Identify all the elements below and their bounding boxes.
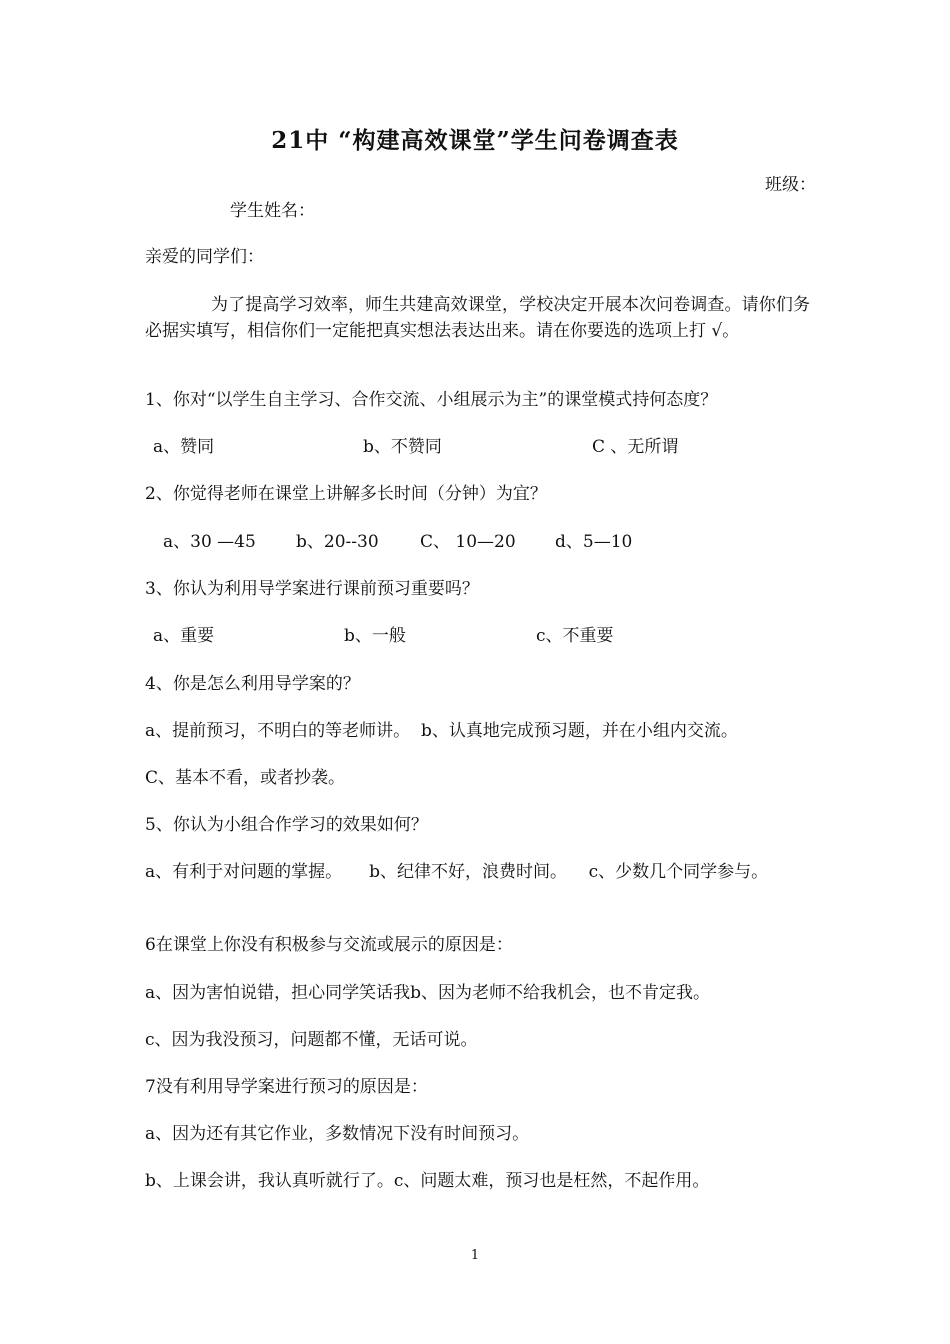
question-4: 4、你是怎么利用导学案的？	[145, 674, 360, 694]
q4-options-line-1[interactable]: a、提前预习，不明白的等老师讲。 b、认真地完成预习题，并在小组内交流。	[145, 721, 738, 741]
student-name-label: 学生姓名：	[230, 201, 315, 221]
page-title: 21中 “构建高效课堂”学生问卷调查表	[271, 127, 679, 154]
q5-options[interactable]: a、有利于对问题的掌握。 b、纪律不好，浪费时间。 c、少数几个同学参与。	[145, 862, 769, 882]
q6-options-line-2[interactable]: c、因为我没预习，问题都不懂，无话可说。	[145, 1030, 478, 1050]
q1-option-c[interactable]: C 、无所谓	[592, 437, 679, 457]
q6-options-line-1[interactable]: a、因为害怕说错，担心同学笑话我b、因为老师不给我机会，也不肯定我。	[145, 983, 711, 1003]
q7-options-line-1[interactable]: a、因为还有其它作业，多数情况下没有时间预习。	[145, 1124, 530, 1144]
question-6: 6在课堂上你没有积极参与交流或展示的原因是：	[145, 935, 513, 955]
page-number: 1	[470, 1248, 480, 1263]
question-5: 5、你认为小组合作学习的效果如何？	[145, 815, 428, 835]
q1-option-a[interactable]: a、赞同	[153, 437, 215, 457]
greeting: 亲爱的同学们：	[145, 247, 264, 267]
q4-options-line-2[interactable]: C、基本不看，或者抄袭。	[145, 768, 346, 788]
q3-option-c[interactable]: c、不重要	[536, 626, 614, 646]
q2-option-c[interactable]: C、 10—20	[420, 532, 516, 552]
intro-paragraph: 为了提高学习效率，师生共建高效课堂，学校决定开展本次问卷调查。请你们务必据实填写，相信你们一定能把真实想法表达出来。请在你要选的选项上打 √。	[145, 295, 810, 341]
q2-option-a[interactable]: a、30 —45	[163, 532, 256, 552]
q3-option-b[interactable]: b、一般	[344, 626, 406, 646]
question-7: 7没有利用导学案进行预习的原因是：	[145, 1077, 428, 1097]
question-1: 1、你对“以学生自主学习、合作交流、小组展示为主”的课堂模式持何态度？	[145, 390, 718, 410]
q3-option-a[interactable]: a、重要	[153, 626, 215, 646]
question-2: 2、你觉得老师在课堂上讲解多长时间（分钟）为宜？	[145, 484, 547, 504]
q2-option-b[interactable]: b、20--30	[296, 532, 379, 552]
question-3: 3、你认为利用导学案进行课前预习重要吗？	[145, 579, 479, 599]
class-label: 班级：	[765, 175, 816, 195]
q7-options-line-2[interactable]: b、上课会讲，我认真听就行了。c、问题太难，预习也是枉然，不起作用。	[145, 1171, 710, 1191]
q1-option-b[interactable]: b、不赞同	[363, 437, 442, 457]
q2-option-d[interactable]: d、5—10	[555, 532, 633, 552]
